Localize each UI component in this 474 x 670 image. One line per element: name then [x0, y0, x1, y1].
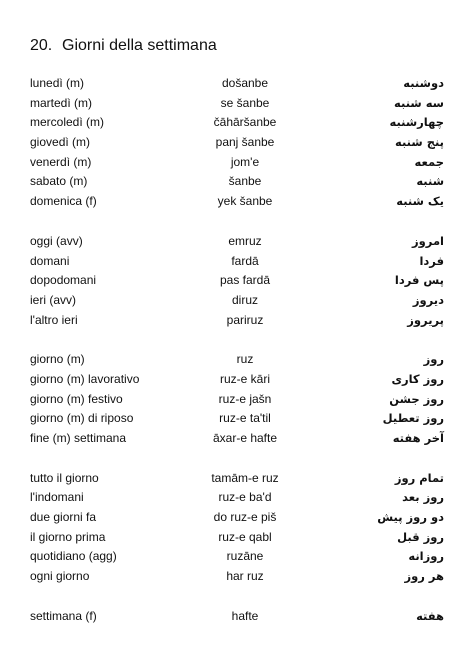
vocabulary-row	[0, 390, 474, 410]
persian-term: روز جشن	[389, 391, 444, 406]
vocabulary-row	[0, 567, 474, 587]
transliteration: došanbe	[221, 76, 269, 90]
persian-term: دو روز پیش	[377, 510, 444, 525]
persian-term: یک شنبه	[396, 194, 444, 209]
italian-term: l'altro ieri	[30, 312, 78, 327]
vocabulary-row	[0, 429, 474, 449]
transliteration: se šanbe	[220, 95, 270, 110]
transliteration: ruz	[236, 352, 254, 367]
italian-term: domani	[30, 253, 70, 268]
transliteration: ruz-e ba'd	[218, 490, 272, 505]
vocabulary-row	[0, 232, 474, 252]
italian-term: settimana (f)	[30, 608, 97, 623]
persian-term: روز کاری	[391, 371, 444, 386]
persian-term: فردا	[419, 253, 444, 268]
italian-term: due giorni fa	[30, 510, 97, 525]
persian-term: روز قبل	[397, 529, 444, 544]
transliteration: pariruz	[226, 312, 264, 327]
persian-term: امروز	[412, 233, 444, 248]
transliteration: jom'e	[230, 154, 260, 169]
transliteration: tamām-e ruz	[211, 470, 279, 485]
vocabulary-row	[0, 311, 474, 331]
persian-term: پنج شنبه	[395, 135, 444, 150]
section-number: 20.	[30, 37, 53, 54]
italian-term: ogni giorno	[30, 569, 90, 584]
group-spacer	[0, 587, 474, 607]
persian-term: روزانه	[408, 549, 444, 564]
transliteration: ruz-e kāri	[219, 371, 271, 386]
vocabulary-row	[0, 547, 474, 567]
italian-term: domenica (f)	[30, 194, 97, 209]
vocabulary-row	[0, 192, 474, 212]
vocabulary-row	[0, 508, 474, 528]
persian-term: تمام روز	[394, 470, 444, 485]
persian-term: شنبه	[416, 174, 444, 189]
persian-term: پس فردا	[394, 273, 444, 288]
vocabulary-row	[0, 133, 474, 153]
italian-term: quotidiano (agg)	[30, 549, 117, 564]
transliteration: šanbe	[228, 174, 262, 189]
section-title: Giorni della settimana	[62, 37, 217, 54]
persian-term: پریروز	[407, 312, 444, 327]
vocabulary-row	[0, 350, 474, 370]
vocabulary-row	[0, 153, 474, 173]
vocabulary-row	[0, 172, 474, 192]
transliteration: diruz	[231, 292, 259, 307]
transliteration: pas fardā	[219, 273, 271, 288]
transliteration: hafte	[231, 608, 259, 623]
transliteration: ruzāne	[226, 549, 264, 564]
persian-term: سه شنبه	[394, 95, 444, 110]
italian-term: giovedì (m)	[30, 135, 91, 150]
transliteration: panj šanbe	[215, 135, 275, 150]
transliteration: ruz-e qabl	[218, 529, 272, 544]
italian-term: giorno (m) festivo	[30, 391, 123, 406]
italian-term: mercoledì (m)	[30, 115, 105, 130]
italian-term: l'indomani	[30, 490, 84, 505]
vocabulary-row	[0, 528, 474, 548]
vocabulary-row	[0, 113, 474, 133]
transliteration: ruz-e ta'til	[219, 411, 271, 426]
persian-term: روز	[423, 352, 444, 367]
transliteration: har ruz	[226, 569, 264, 584]
italian-term: tutto il giorno	[30, 470, 99, 485]
italian-term: dopodomani	[30, 273, 97, 288]
italian-term: il giorno prima	[30, 529, 106, 544]
italian-term: martedì (m)	[30, 95, 93, 110]
page-title	[30, 36, 217, 56]
vocabulary-row	[0, 469, 474, 489]
group-spacer	[0, 330, 474, 350]
vocabulary-list	[0, 74, 474, 627]
italian-term: oggi (avv)	[30, 233, 83, 248]
vocabulary-row	[0, 94, 474, 114]
transliteration: čāhāršanbe	[213, 115, 277, 130]
italian-term: lunedì (m)	[30, 76, 85, 90]
vocabulary-row	[0, 370, 474, 390]
persian-term: هر روز	[404, 569, 444, 584]
italian-term: giorno (m)	[30, 352, 85, 367]
persian-term: دوشنبه	[403, 76, 444, 90]
italian-term: giorno (m) di riposo	[30, 411, 134, 426]
vocabulary-row	[0, 271, 474, 291]
persian-term: روز بعد	[402, 490, 444, 505]
italian-term: venerdì (m)	[30, 154, 92, 169]
vocabulary-row	[0, 607, 474, 627]
group-spacer	[0, 212, 474, 232]
transliteration: do ruz-e piš	[213, 510, 277, 525]
vocabulary-row	[0, 291, 474, 311]
persian-term: روز تعطیل	[382, 411, 444, 426]
transliteration: yek šanbe	[217, 194, 273, 209]
italian-term: sabato (m)	[30, 174, 88, 189]
italian-term: fine (m) settimana	[30, 431, 127, 445]
persian-term: جمعه	[414, 154, 444, 169]
vocabulary-row	[0, 409, 474, 429]
italian-term: ieri (avv)	[30, 292, 77, 307]
vocabulary-row	[0, 74, 474, 94]
persian-term: هفته	[416, 608, 444, 623]
persian-term: آخر هفته	[392, 431, 444, 445]
transliteration: emruz	[228, 233, 262, 248]
transliteration: ruz-e jašn	[218, 391, 272, 406]
transliteration: āxar-e hafte	[212, 431, 278, 445]
group-spacer	[0, 449, 474, 469]
vocabulary-row	[0, 488, 474, 508]
italian-term: giorno (m) lavorativo	[30, 371, 140, 386]
vocabulary-row	[0, 252, 474, 272]
persian-term: دیروز	[412, 292, 444, 307]
transliteration: fardā	[231, 253, 259, 268]
persian-term: چهارشنبه	[389, 115, 444, 130]
